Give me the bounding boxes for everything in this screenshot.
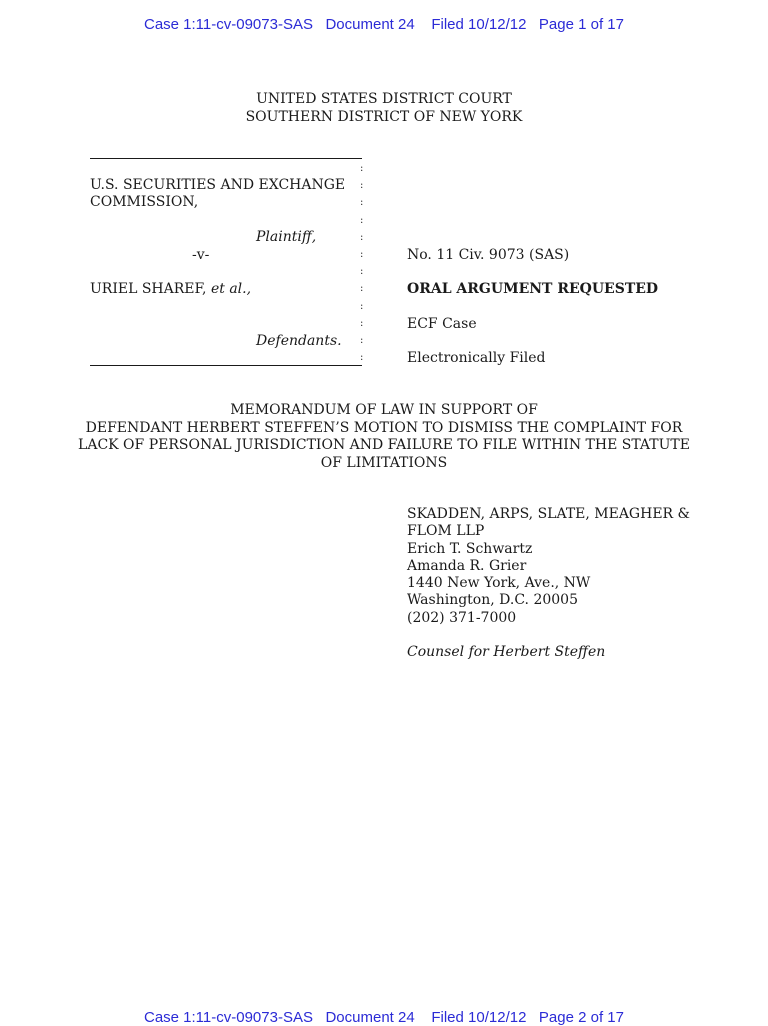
counsel-block [407,506,690,661]
versus-label: -v- [192,247,210,263]
firm-name-line-2: FLOM LLP [407,523,485,540]
caption-rule-top [90,158,362,159]
counsel-for-label: Counsel for Herbert Steffen [407,644,606,661]
case-number: No. 11 Civ. 9073 (SAS) [407,247,570,263]
ecf-page-header-next: Case 1:11-cv-09073-SAS Document 24 Filed 10/12/12 Page 2 of 17 [143,1009,624,1026]
court-district: SOUTHERN DISTRICT OF NEW YORK [245,109,523,125]
defendant-name [90,281,251,298]
firm-name-line-1: SKADDEN, ARPS, SLATE, MEAGHER & [407,506,691,522]
plaintiff-name: U.S. SECURITIES AND EXCHANGE COMMISSION, [90,177,346,210]
ecf-case-label: ECF Case [407,316,477,332]
ecf-page-header: Case 1:11-cv-09073-SAS Document 24 Filed 10/12/12 Page 1 of 17 [143,16,624,33]
court-heading [0,90,768,126]
title-line-2: DEFENDANT HERBERT STEFFEN’S MOTION TO DISMISS THE COMPLAINT FOR [85,419,683,436]
court-name: UNITED STATES DISTRICT COURT [256,91,512,107]
plaintiff-label: Plaintiff, [256,229,317,245]
attorney-name: Amanda R. Grier [407,557,527,574]
document-title [0,402,768,472]
title-line-4: OF LIMITATIONS [320,454,448,471]
defendant-name-text: URIEL SHAREF, [90,281,207,297]
caption-colon-column: : : : : : : : : : : : : [360,163,364,364]
caption-rule-bottom [90,365,362,366]
oral-argument-requested: ORAL ARGUMENT REQUESTED [407,281,659,297]
electronically-filed-label: Electronically Filed [407,350,546,366]
defendant-et-al: et al., [210,281,252,297]
firm-phone: (202) 371-7000 [407,609,517,626]
firm-address-city: Washington, D.C. 20005 [407,592,578,609]
firm-address-street: 1440 New York, Ave., NW [407,575,591,592]
title-line-3: LACK OF PERSONAL JURISDICTION AND FAILURE TO FILE WITHIN THE STATUTE [78,437,690,453]
title-line-1: MEMORANDUM OF LAW IN SUPPORT OF [230,402,538,418]
attorney-name: Erich T. Schwartz [407,540,533,557]
defendants-label: Defendants. [256,333,342,349]
